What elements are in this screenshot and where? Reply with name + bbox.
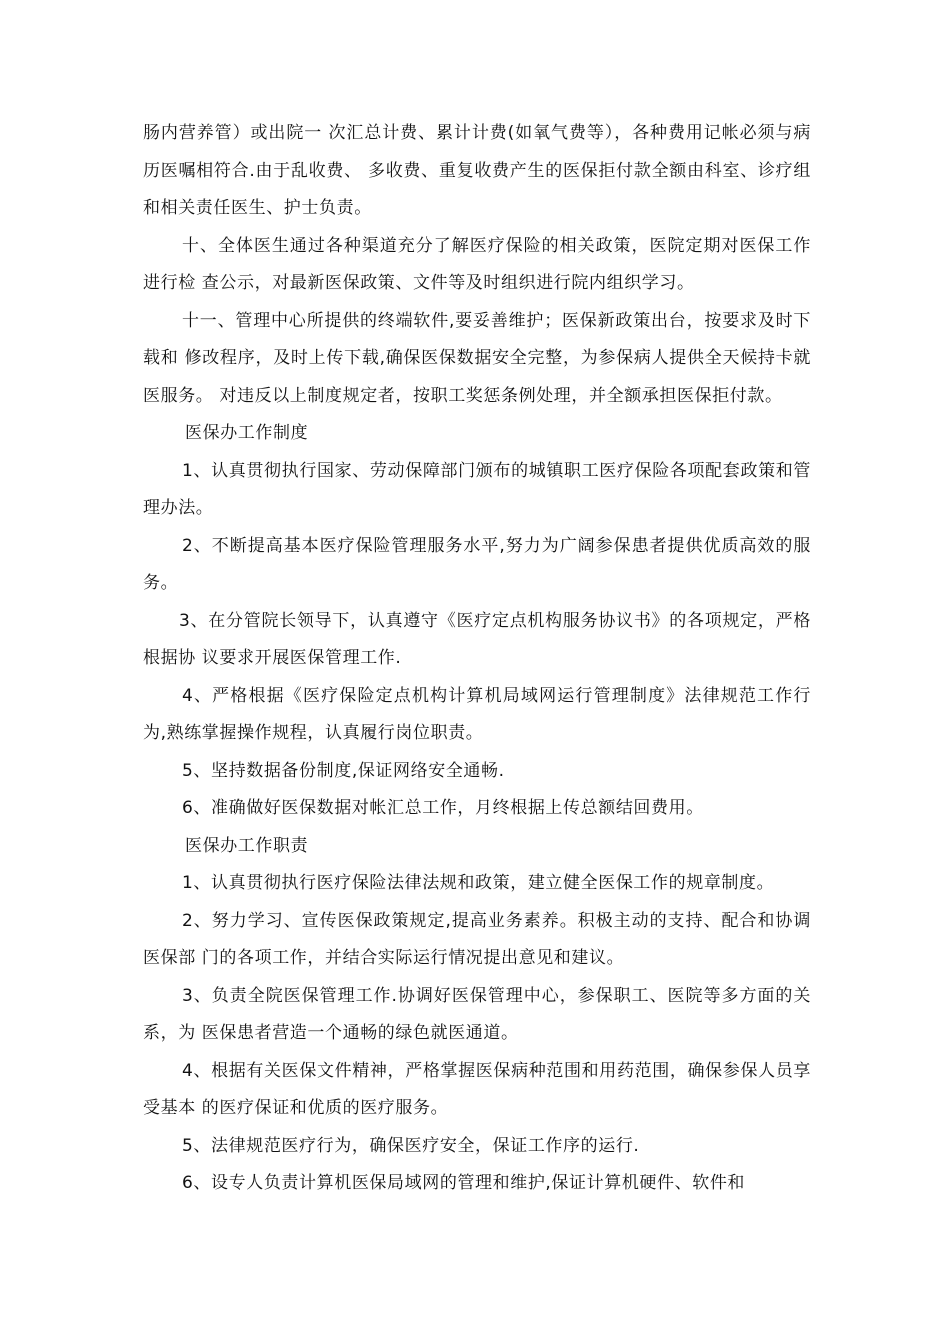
paragraph-continued: 肠内营养管）或出院一 次汇总计费、累计计费(如氧气费等），各种费用记帐必须与病历医嘱相符合.由于乱收费、 多收费、重复收费产生的医保拒付款全额由科室、诊疗组和相关责任医生、护士负责。 bbox=[143, 123, 811, 218]
document-body bbox=[143, 115, 811, 1203]
list-item: 3、负责全院医保管理工作.协调好医保管理中心，参保职工、医院等多方面的关系，为 医保患者营造一个通畅的绿色就医通道。 bbox=[143, 985, 811, 1043]
list-item: 6、设专人负责计算机医保局域网的管理和维护,保证计算机硬件、软件和 bbox=[182, 1173, 746, 1193]
list-item: 2、努力学习、宣传医保政策规定,提高业务素养。积极主动的支持、配合和协调医保部 门的各项工作，并结合实际运行情况提出意见和建议。 bbox=[143, 910, 811, 968]
list-item: 4、根据有关医保文件精神，严格掌握医保病种范围和用药范围，确保参保人员享受基本 的医疗保证和优质的医疗服务。 bbox=[143, 1060, 811, 1118]
list-item: 2、不断提高基本医疗保险管理服务水平,努力为广阔参保患者提供优质高效的服务。 bbox=[143, 535, 811, 593]
list-item: 5、坚持数据备份制度,保证网络安全通畅. bbox=[182, 760, 505, 781]
list-item: 6、准确做好医保数据对帐汇总工作，月终根据上传总额结回费用。 bbox=[182, 798, 704, 818]
list-item: 3、在分管院长领导下，认真遵守《医疗定点机构服务协议书》的各项规定，严格根据协 议要求开展医保管理工作. bbox=[143, 610, 811, 668]
list-item: 1、认真贯彻执行医疗保险法律法规和政策，建立健全医保工作的规章制度。 bbox=[182, 873, 775, 893]
list-item: 5、法律规范医疗行为，确保医疗安全，保证工作序的运行. bbox=[182, 1135, 640, 1156]
paragraph-item-10: 十、全体医生通过各种渠道充分了解医疗保险的相关政策，医院定期对医保工作进行检 查公示，对最新医保政策、文件等及时组织进行院内组织学习。 bbox=[143, 235, 811, 293]
list-item: 4、严格根据《医疗保险定点机构计算机局域网运行管理制度》法律规范工作行为,熟练掌握操作规程，认真履行岗位职责。 bbox=[143, 685, 811, 743]
section-heading-duties: 医保办工作职责 bbox=[185, 835, 309, 856]
paragraph-item-11: 十一、管理中心所提供的终端软件,要妥善维护；医保新政策出台，按要求及时下载和 修改程序，及时上传下载,确保医保数据安全完整，为参保病人提供全天候持卡就医服务。 对违反以上制度规定者，按职工奖惩条例处理，并全额承担医保拒付款。 bbox=[143, 310, 811, 406]
list-item: 1、认真贯彻执行国家、劳动保障部门颁布的城镇职工医疗保险各项配套政策和管理办法。 bbox=[143, 460, 811, 518]
section-heading-system: 医保办工作制度 bbox=[185, 423, 309, 443]
